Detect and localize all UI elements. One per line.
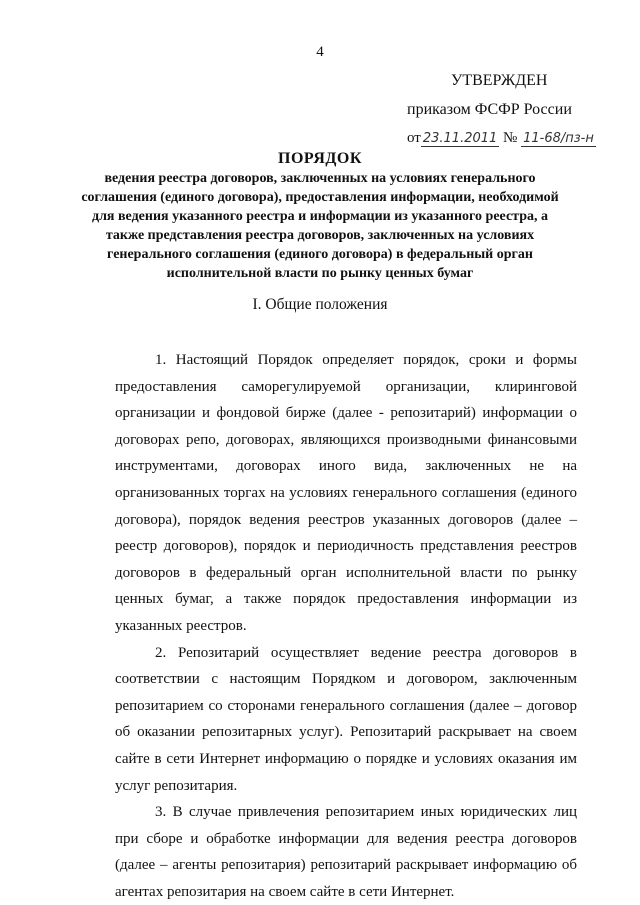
approval-block xyxy=(407,66,617,153)
paragraph-1: 1. Настоящий Порядок определяет порядок, сроки и формы предоставления саморегулируемой организации, клиринговой организации и фондовой бирже (далее - репозитарий) информации о договорах репо, договорах, являющихся производными финансовыми инструментами, договорах иного вида, заключенных не на организованных торгах на условиях генерального соглашения (единого договора), порядок ведения реестров указанных договоров (далее – реестр договоров), порядок и периодичность представления реестров договоров в федеральный орган исполнительной власти по рынку ценных бумаг, а также порядок предоставления информации из указанных реестров. xyxy=(115,352,577,634)
section-heading: I. Общие положения xyxy=(252,296,388,313)
order-label: приказом ФСФР России xyxy=(407,101,572,118)
document-title: ПОРЯДОК xyxy=(278,150,362,167)
body-text xyxy=(115,347,577,905)
date-prefix: от xyxy=(407,130,421,146)
number-prefix: № xyxy=(503,130,518,146)
paragraph-2: 2. Репозитарий осуществляет ведение реестра договоров в соответствии с настоящим Порядком и договором, заключенным репозитарием со сторонами генерального соглашения (далее – договор об оказании репозитарных услуг). Репозитарий раскрывает на своем сайте в сети Интернет информацию о порядке и условиях оказания им услуг репозитария. xyxy=(115,644,577,794)
paragraph-3: 3. В случае привлечения репозитарием иных юридических лиц при сборе и обработке информации для ведения реестра договоров (далее – агенты репозитария) репозитарий раскрывает информацию об агентах репозитария на своем сайте в сети Интернет. xyxy=(115,804,577,900)
order-date: 23.11.2011 xyxy=(422,131,498,146)
page-number: 4 xyxy=(316,44,324,60)
order-number: 11-68/пз-н xyxy=(523,131,594,146)
approved-label: УТВЕРЖДЕН xyxy=(451,72,548,89)
document-subtitle: ведения реестра договоров, заключенных на условиях генерального соглашения (единого договора), предоставления информации, необходимой для ведения указанного реестра и информации из указанного реестра, а также представления реестра договоров, заключенных на условиях генерального соглашения (единого договора) в федеральный орган исполнительной власти по рынку ценных бумаг xyxy=(81,171,559,281)
order-date-line xyxy=(407,124,617,153)
